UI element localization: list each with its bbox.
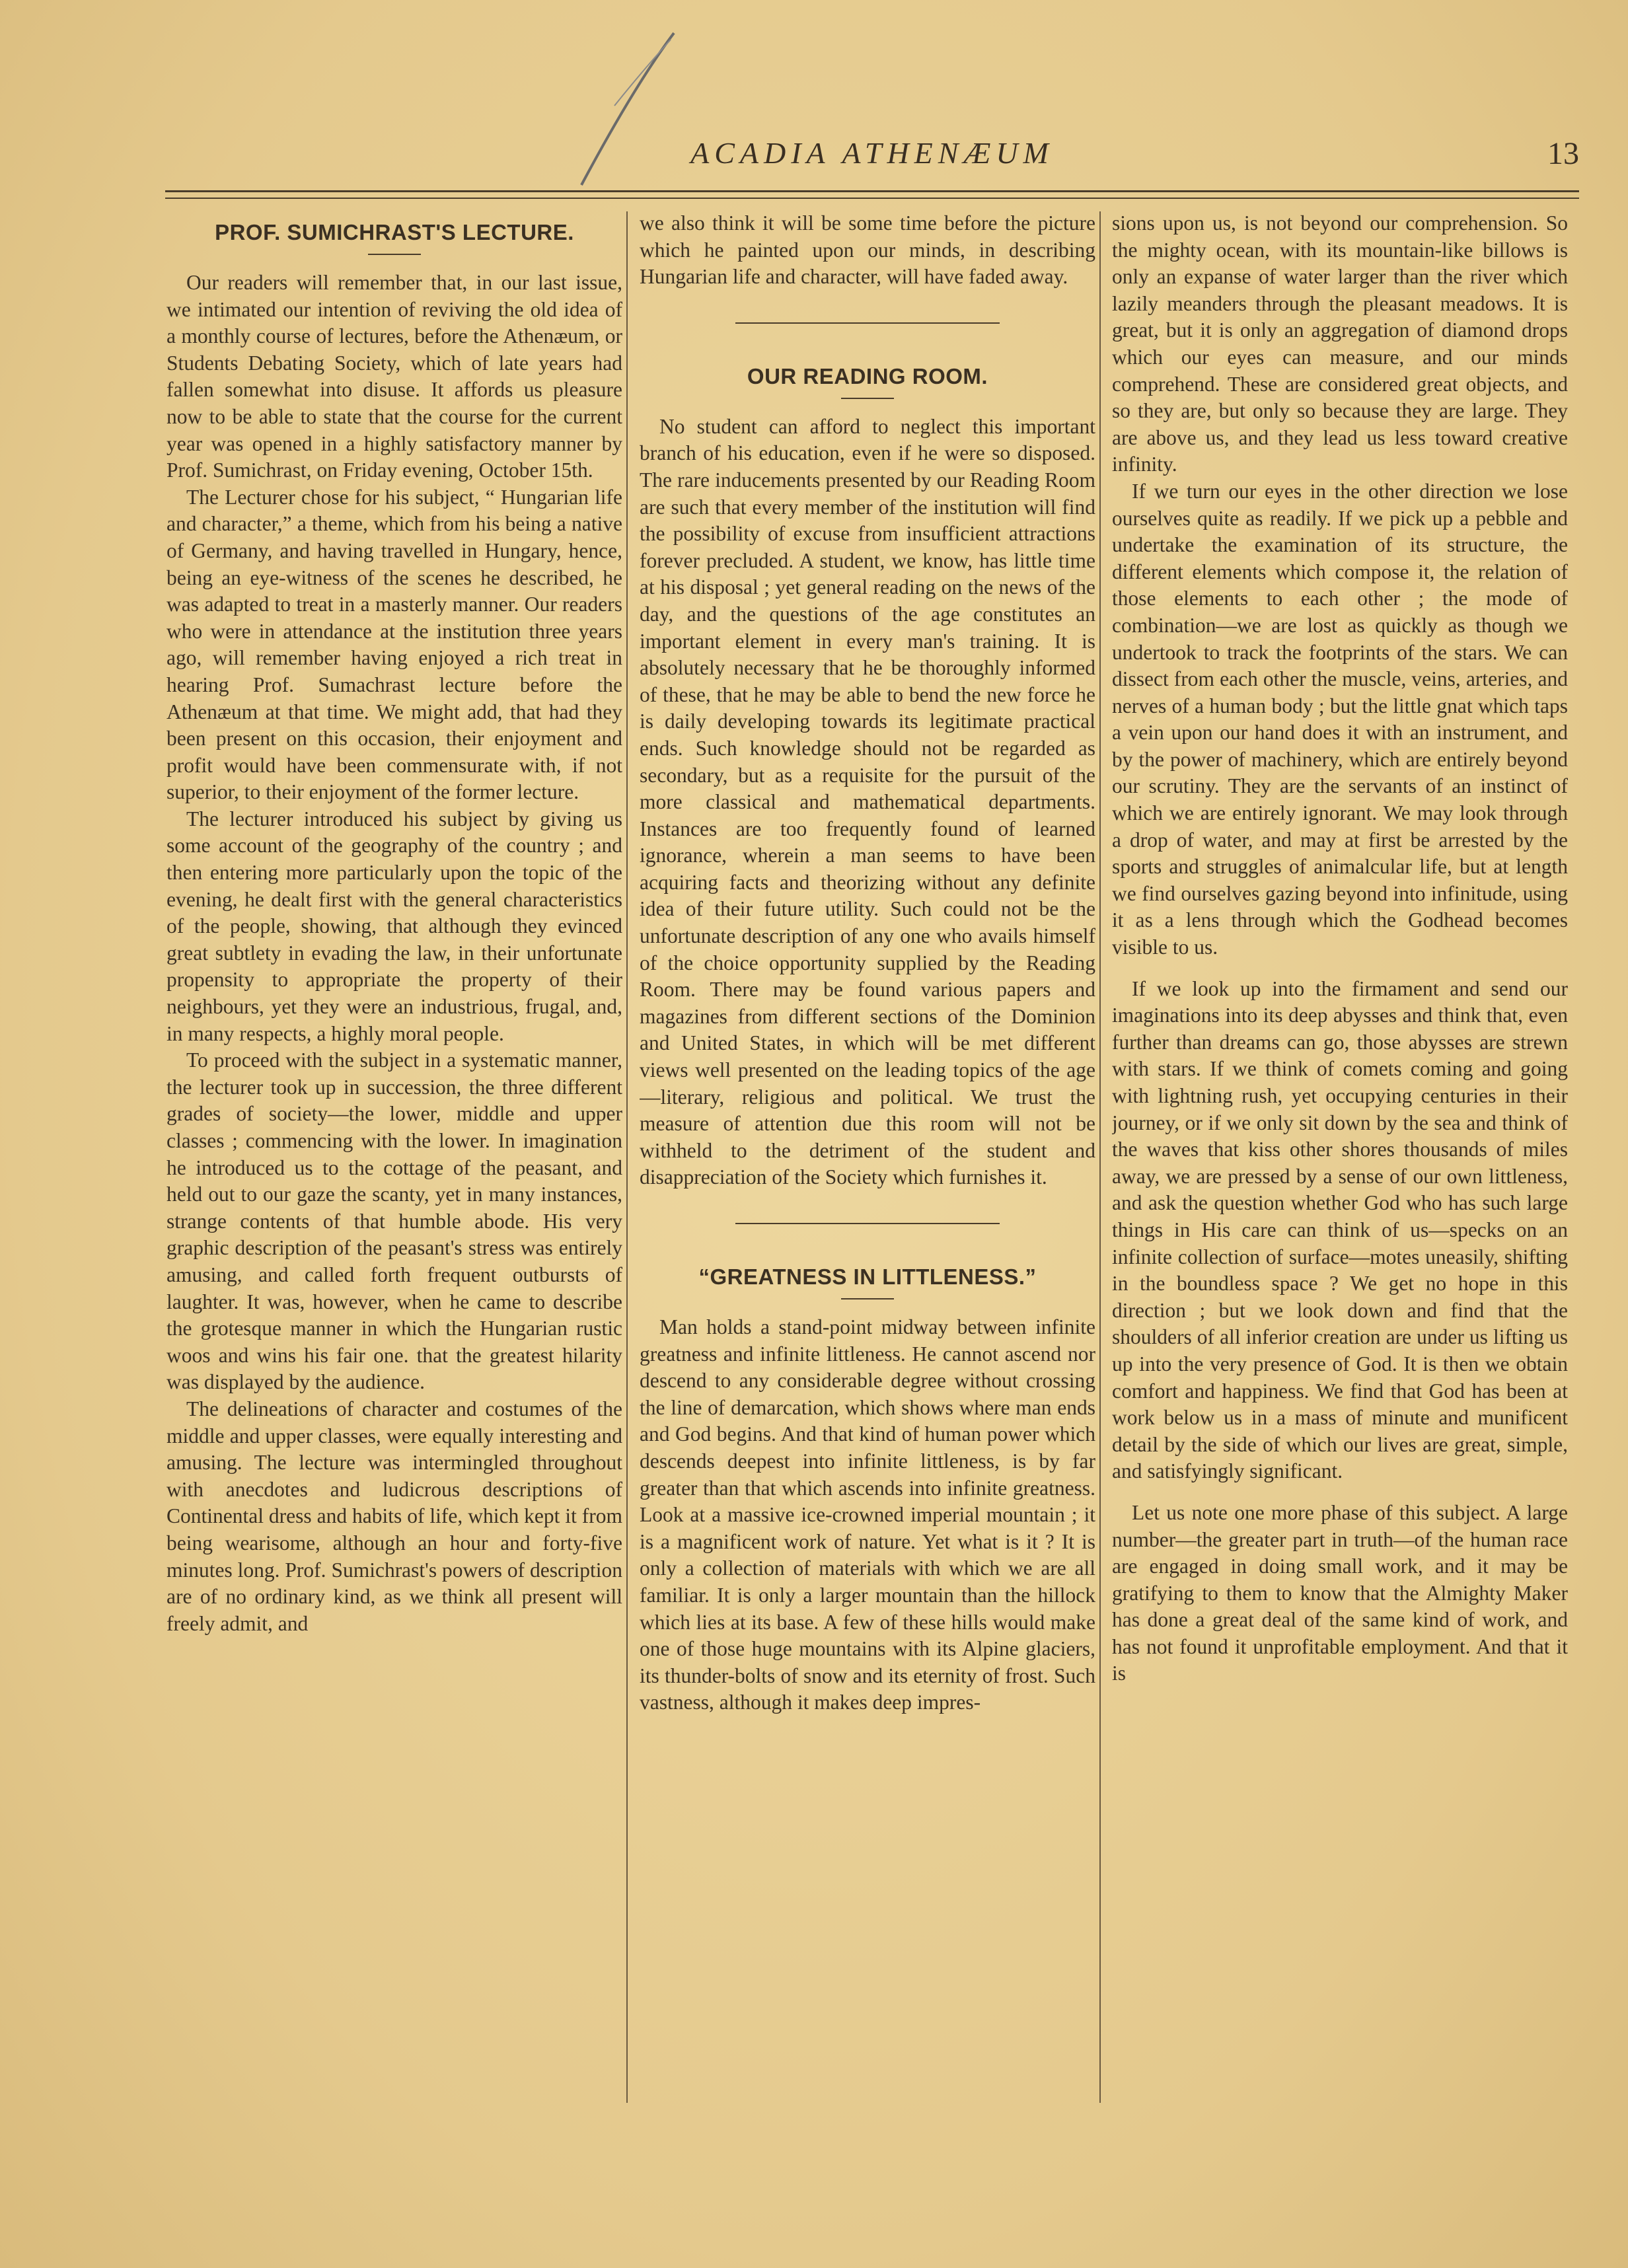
section-separator [735,322,1000,324]
paragraph: To proceed with the subject in a systematic manner, the lecturer took up in succession, the three different grades of society—the lower, middle and upper classes ; commencing with the lower. In imagination he introduced us to the cottage of the peasant, and held out to our gaze the scanty, yet in many instances, strange contents of that humble abode. His very graphic description of the peasant's stress was entirely amusing, and called forth frequent outbursts of laughter. It was, however, when he came to describe the grotesque manner in which the Hungarian rustic woos and wins his fair one. that the greatest hilarity was displayed by the audience. [166,1048,622,1394]
header-rule [165,190,1579,192]
paragraph: No student can afford to neglect this important branch of his education, even if he were so disposed. The rare inducements presented by our Reading Room are such that every member of the institution will find the possibility of excuse from insufficient attractions forever precluded. A student, we know, has little time at his disposal ; yet general reading on the news of the day, and the questions of the age constitutes an important element in every man's training. It is absolutely necessary that he be thoroughly informed of these, that he may be able to bend the new force he is daily developing towards its legitimate practical ends. Such knowledge should not be regarded as secondary, but as a requisite for the pursuit of the more classical and mathematical departments. Instances are too frequently found of learned ignorance, wherein a man seems to have been acquiring facts and theorizing without any definite idea of their future utility. Such could not be the unfortunate description of any one who avails himself of the choice opportunity supplied by the Reading Room. There may be found various papers and magazines from different sections of the Dominion and United States, in which will be met different views well presented on the leading topics of the age—literary, religious and political. We trust the measure of attention due this room will not be withheld to the detriment of the student and disappreciation of the Society which furnishes it. [640,414,1095,1189]
heading-rule [368,254,421,255]
paragraph: sions upon us, is not beyond our comprehension. So the mighty ocean, with its mountain-like billows is only an expanse of water larger than the river which lazily meanders through the pleasant meadows. It is great, but it is only an aggregation of diamond drops which our eyes can measure, and our minds comprehend. These are considered great objects, and so they are, but only so because they are large. They are above us, and they lead us less toward creative infinity. [1112,211,1568,476]
section-separator [735,1223,1000,1224]
heading-rule [841,398,894,399]
running-title: ACADIA ATHENÆUM [690,136,1054,170]
paragraph: Let us note one more phase of this subject. A large number—the greater part in truth—of the human race are engaged in doing small work, and it may be gratifying to them to know that the Almighty Maker has done a great deal of the same kind of work, and has not found it unprofitable employment. And that it is [1112,1500,1568,1685]
paragraph: The Lecturer chose for his subject, “ Hungarian life and character,” a theme, which from his being a native of Germany, and having travelled in Hungary, hence, being an eye-witness of the scenes he described, he was adapted to treat in a masterly manner. Our readers who were in attendance at the institution three years ago, will remember having enjoyed a rich treat in hearing Prof. Sumachrast lecture before the Athenæum at that time. We might add, that had they been present on this occasion, their enjoyment and profit would have been commensurate with, if not superior, to their enjoyment of the former lecture. [166,485,622,804]
article-heading-greatness: “GREATNESS IN LITTLENESS.” [698,1264,1037,1289]
paragraph: Our readers will remember that, in our last issue, we intimated our intention of reviving the old idea of a monthly course of lectures, before the Athenæum, or Students Debating Society, which of late years had fallen somewhat into disuse. It affords us pleasure now to be able to state that the course for the current year was opened in a highly satisfactory manner by Prof. Sumichrast, on Friday evening, October 15th. [166,271,622,482]
paragraph: Man holds a stand-point midway between infinite greatness and infinite littleness. He cannot ascend nor descend to any considerable degree without crossing the line of demarcation, which shows where man ends and God begins. And that kind of human power which descends deepest into infinite littleness, is by far greater than that which ascends into infinite greatness. Look at a massive ice-crowned imperial mountain ; it is a magnificent work of nature. Yet what is it ? It is only a collection of materials with which we are all familiar. It is only a larger mountain than the hillock which lies at its base. A few of these hills would make one of those huge mountains with its Alpine glaciers, its thunder-bolts of snow and its eternity of frost. Such vastness, although it makes deep impres- [640,1315,1095,1714]
article-heading-reading-room: OUR READING ROOM. [747,363,988,388]
paragraph: If we look up into the firmament and send our imaginations into its deep abysses and think that, even further than dreams can go, those abysses are strewn with stars. If we think of comets coming and going with lightning rush, yet occupying centuries in their journey, or if we only sit down by the sea and think of the waves that kiss other shores thousands of miles away, we are pressed by a sense of our own littleness, and ask the question whether God who has such large things in His care can think of us—specks on an infinite collection of surface—motes uneasily, shifting in the boundless space ? We get no hope in this direction ; but we look down and find that the shoulders of all inferior creation are under us lifting us up into the very presence of God. It is then we obtain comfort and happiness. We find that God has been at work below us in a mass of minute and munificent detail by the side of which our lives are great, simple, and satisfyingly significant. [1112,976,1568,1483]
column-3 [1112,210,1568,2113]
page-header [165,135,1579,182]
paragraph: The lecturer introduced his subject by giving us some account of the geography of the country ; and then entering more particularly upon the topic of the evening, he dealt first with the general characteristics of the people, showing, that although they evinced great subtlety in evading the law, in their unfortunate propensity to appropriate the property of their neighbours, yet they were an industrious, frugal, and, in many respects, a highly moral people. [166,807,622,1045]
header-rule-lower [165,198,1579,199]
article-heading-lecture: PROF. SUMICHRAST'S LECTURE. [215,220,574,244]
column-1 [166,210,622,2113]
page-number: 13 [1547,136,1579,171]
column-2 [640,210,1095,2113]
continuation-paragraph: we also think it will be some time before the picture which he painted upon our minds, in describing Hungarian life and character, will have faded away. [640,211,1095,289]
column-divider-1 [626,211,628,2103]
column-divider-2 [1099,211,1101,2103]
heading-rule [841,1298,894,1299]
paragraph: The delineations of character and costumes of the middle and upper classes, were equally interesting and amusing. The lecture was intermingled throughout with anecdotes and ludicrous descriptions of Continental dress and habits of life, which kept it from being wearisome, although an hour and forty-five minutes long. Prof. Sumichrast's powers of description are of no ordinary kind, as we think all present will freely admit, and [166,1397,622,1635]
paragraph: If we turn our eyes in the other direction we lose ourselves quite as readily. If we pick up a pebble and undertake the examination of its structure, the different elements which compose it, the relation of those elements to each other ; the mode of combination—we are lost as quickly as though we undertook to track the footprints of the stars. We can dissect from each other the muscle, veins, arteries, and nerves of a human body ; but the little gnat which taps a vein upon our hand does it with an instrument, and by the power of machinery, which are entirely beyond our scrutiny. They are the servants of an instinct of which we are entirely ignorant. We may look through a drop of water, and may at first be arrested by the sports and struggles of animalcular life, but at length we find ourselves gazing beyond into infinitude, using it as a lens through which the Godhead becomes visible to us. [1112,479,1568,959]
